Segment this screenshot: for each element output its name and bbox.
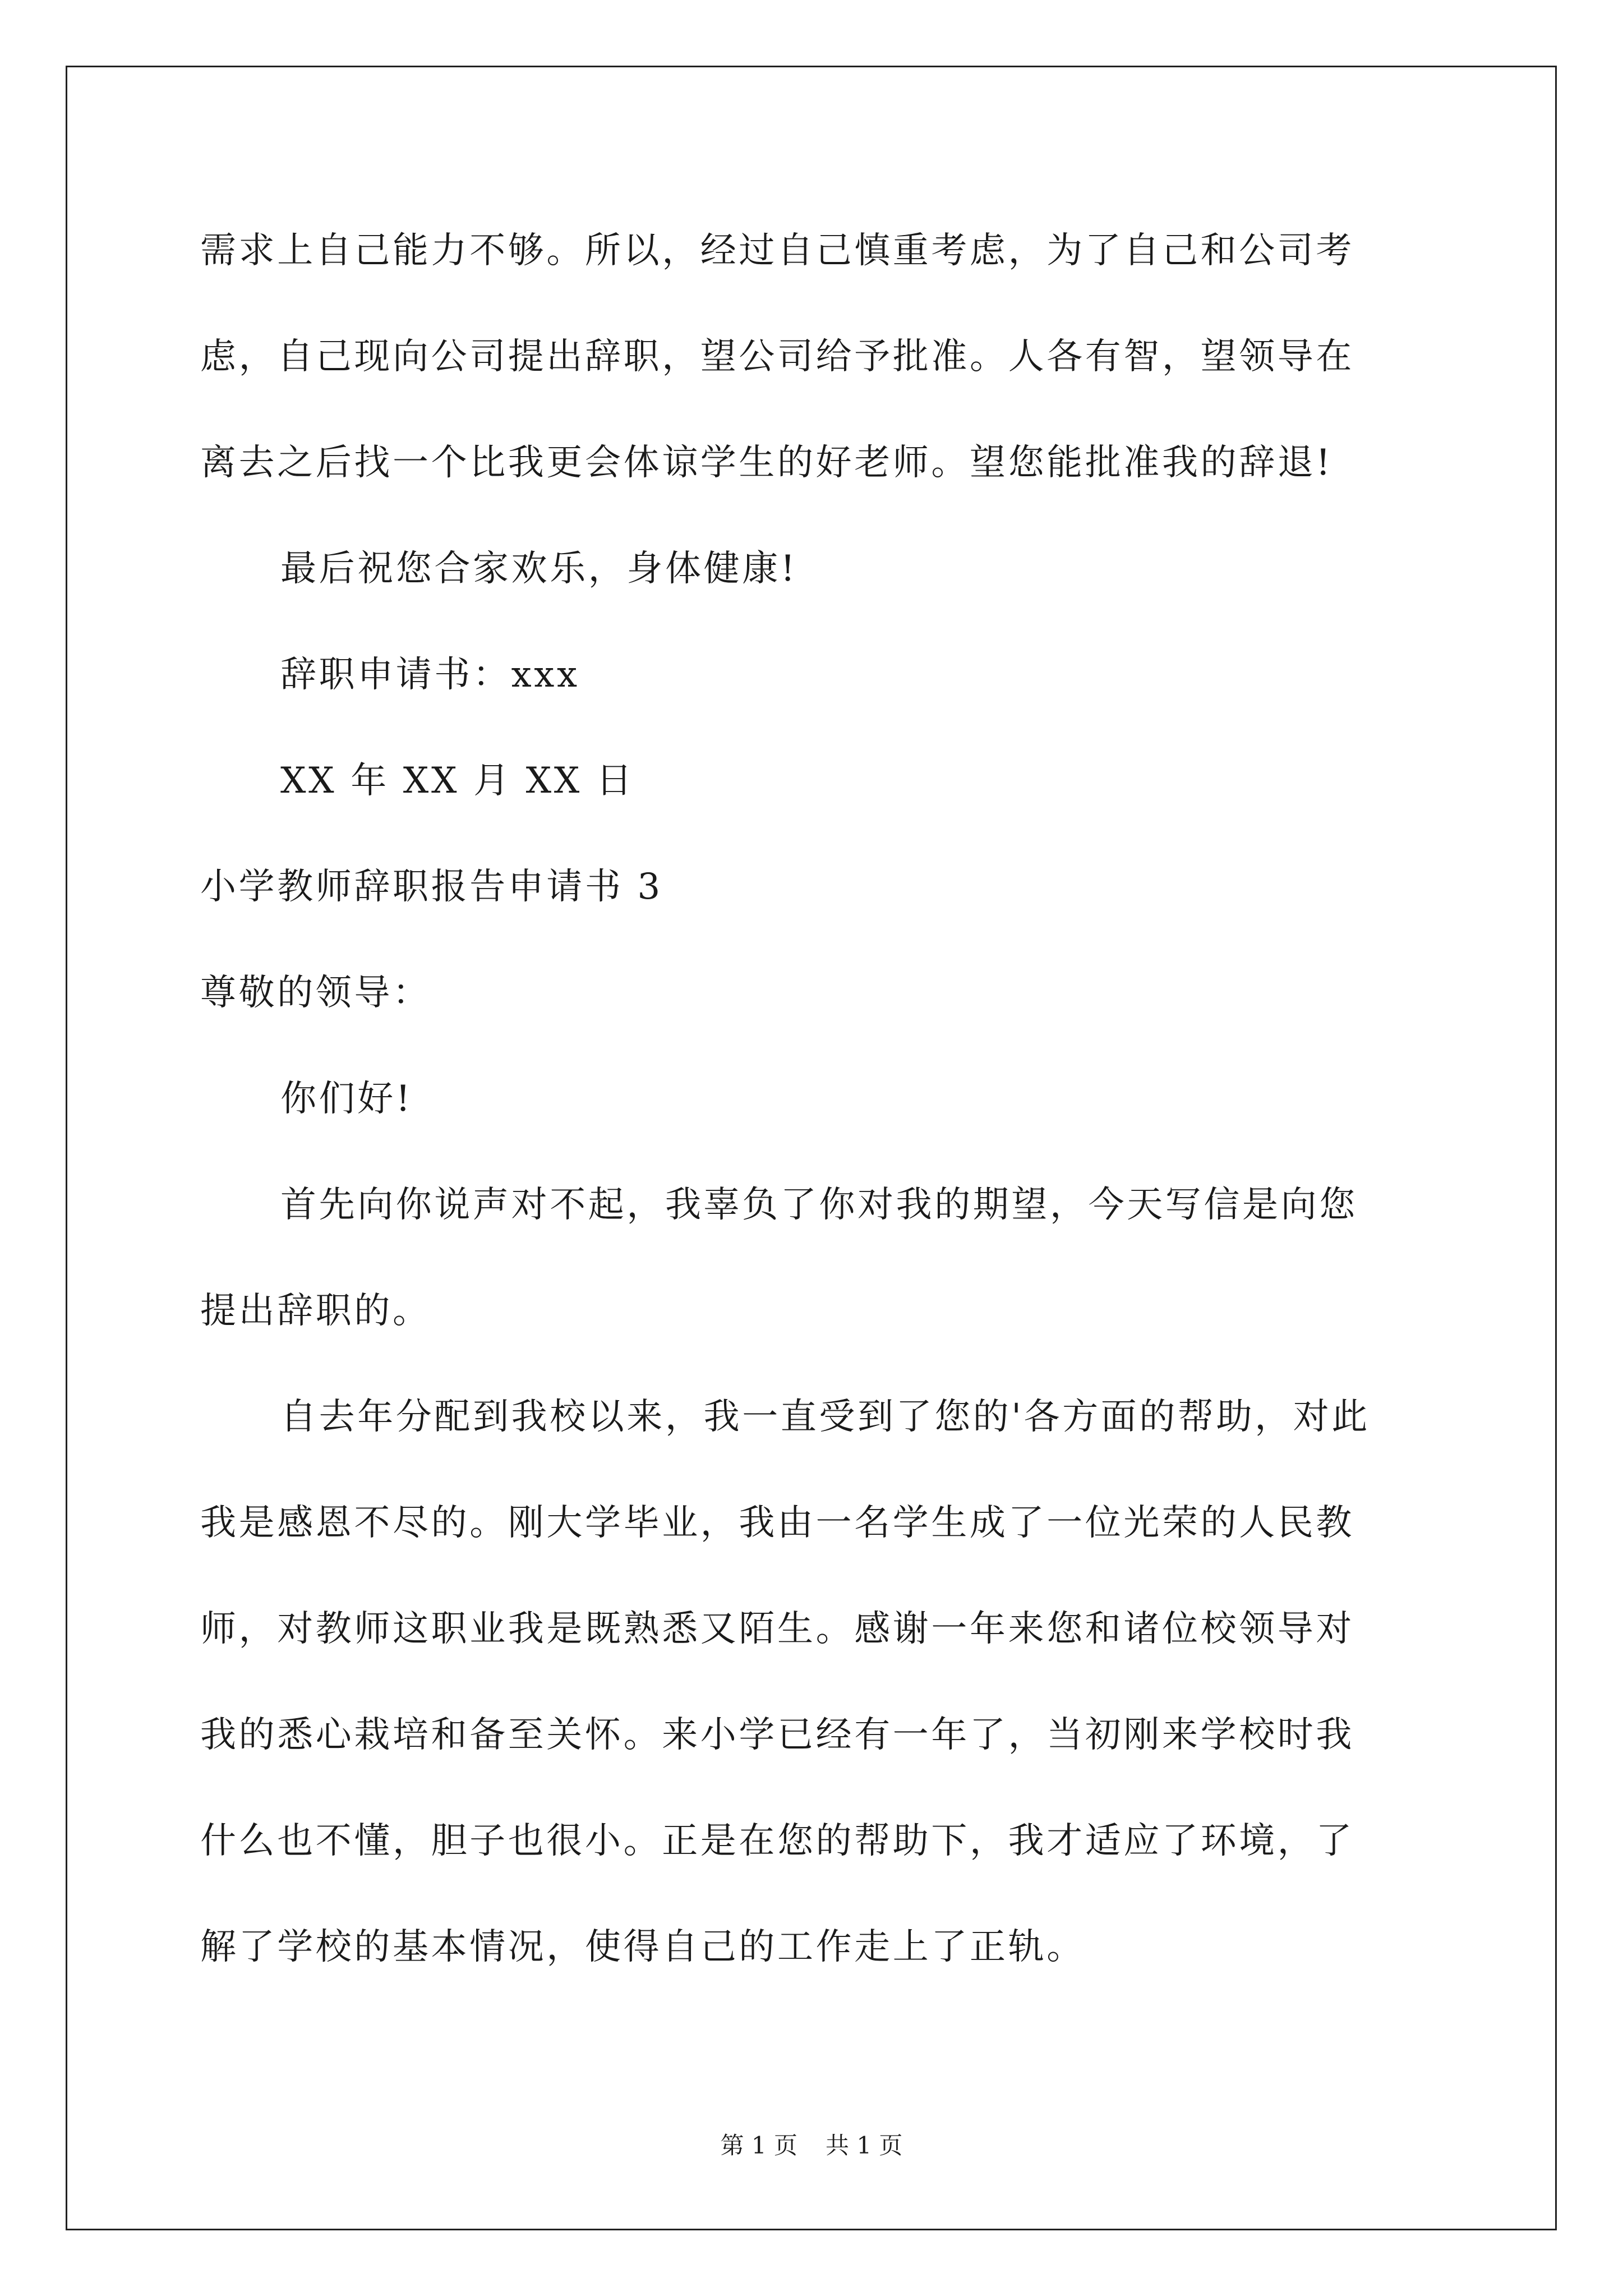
body-line-11: 解了学校的基本情况，使得自己的工作走上了正轨。 (200, 1926, 1085, 1968)
signature-line: 辞职申请书：xxx (280, 654, 580, 696)
body-line-4: 首先向你说声对不起，我辜负了你对我的期望，今天写信是向您 (280, 1184, 1358, 1226)
body-line-10: 什么也不懂，胆子也很小。正是在您的帮助下，我才适应了环境，了 (200, 1820, 1354, 1862)
salutation: 尊敬的领导： (200, 972, 431, 1014)
page-total: 共 1 页 (826, 2132, 903, 2159)
page-number: 第 1 页 (720, 2132, 797, 2159)
page-border (66, 66, 1557, 2230)
closing-wish: 最后祝您合家欢乐，身体健康! (280, 548, 798, 590)
body-line-7: 我是感恩不尽的。刚大学毕业，我由一名学生成了一位光荣的人民教 (200, 1502, 1354, 1544)
body-line-1: 需求上自己能力不够。所以，经过自己慎重考虑，为了自己和公司考 (200, 230, 1354, 272)
body-line-2: 虑，自己现向公司提出辞职，望公司给予批准。人各有智，望领导在 (200, 336, 1354, 378)
date-line: XX 年 XX 月 XX 日 (280, 760, 635, 802)
body-line-3: 离去之后找一个比我更会体谅学生的好老师。望您能批准我的辞退! (200, 442, 1333, 484)
body-line-5: 提出辞职的。 (200, 1290, 431, 1332)
body-line-9: 我的悉心栽培和备至关怀。来小学已经有一年了，当初刚来学校时我 (200, 1714, 1354, 1756)
page-footer (0, 2132, 1623, 2160)
greeting: 你们好! (280, 1078, 413, 1120)
section-title: 小学教师辞职报告申请书 3 (200, 866, 663, 908)
body-line-6: 自去年分配到我校以来，我一直受到了您的'各方面的帮助，对此 (280, 1396, 1370, 1438)
body-line-8: 师，对教师这职业我是既熟悉又陌生。感谢一年来您和诸位校领导对 (200, 1608, 1354, 1650)
